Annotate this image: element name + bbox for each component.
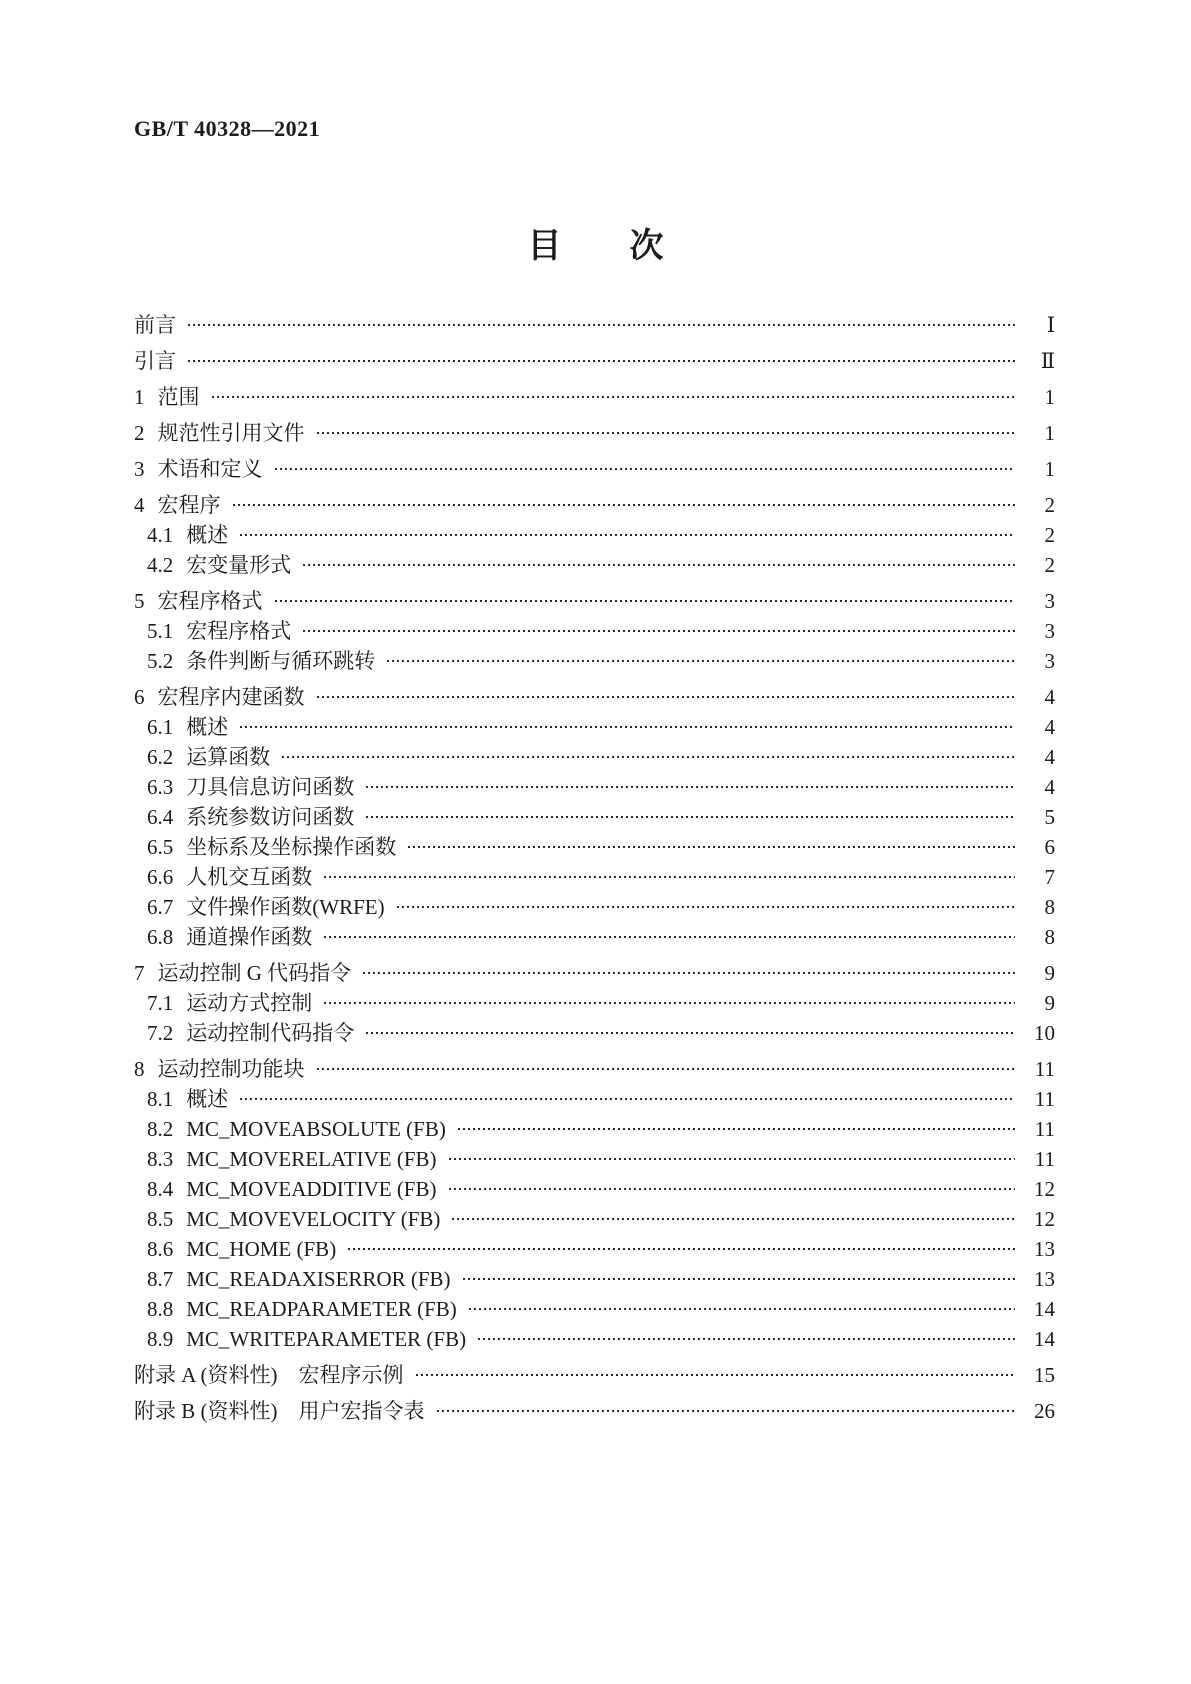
toc-entry-label: 概述 [186, 523, 229, 547]
dot-leader [240, 534, 1015, 536]
dot-leader [437, 1410, 1016, 1412]
toc-entry-page: Ⅱ [1040, 349, 1055, 373]
dot-leader [324, 876, 1015, 878]
dot-leader [478, 1338, 1015, 1340]
toc-entry-number: 8.5 [147, 1207, 174, 1231]
toc-entry-label: MC_WRITEPARAMETER (FB) [186, 1327, 467, 1351]
dot-leader [366, 816, 1015, 818]
toc-entry-page: 9 [1044, 991, 1055, 1015]
toc-entry-label: 术语和定义 [157, 457, 263, 481]
toc-entry [134, 1294, 1055, 1324]
toc-entry-label: 文件操作函数(WRFE) [186, 895, 385, 919]
toc-entry [134, 1360, 1055, 1390]
toc-entry-page: 15 [1034, 1363, 1055, 1387]
page-title: 目 次 [527, 228, 664, 265]
toc-entry-page: 3 [1044, 649, 1055, 673]
toc-entry [134, 802, 1055, 832]
toc-entry [134, 1144, 1055, 1174]
toc-entry-label: 系统参数访问函数 [186, 805, 355, 829]
dot-leader [458, 1128, 1015, 1130]
toc-entry-page: 6 [1044, 835, 1055, 859]
dot-leader [348, 1248, 1015, 1250]
toc-entry [134, 454, 1055, 484]
toc-entry [134, 646, 1055, 676]
toc-entry-number: 6.2 [147, 745, 174, 769]
dot-leader [212, 396, 1016, 398]
toc-entry-label: 宏程序 [157, 493, 221, 517]
toc-entry-label: 前言 [134, 313, 176, 337]
toc-entry-page: 1 [1044, 385, 1055, 409]
toc-entry-number: 8.1 [147, 1087, 174, 1111]
toc-entry [134, 520, 1055, 550]
dot-leader [408, 846, 1015, 848]
toc-entry-label: 概述 [186, 1087, 229, 1111]
dot-leader [240, 726, 1015, 728]
dot-leader [317, 696, 1016, 698]
toc-entry-page: 11 [1034, 1087, 1055, 1111]
toc-entry-label: MC_MOVEVELOCITY (FB) [186, 1207, 441, 1231]
toc-entry-label: MC_READPARAMETER (FB) [186, 1297, 457, 1321]
toc-entry [134, 1114, 1055, 1144]
toc-entry [134, 382, 1055, 412]
toc-entry-number: 5.1 [147, 619, 174, 643]
toc-entry-page: 2 [1044, 553, 1055, 577]
toc-entry-number: 3 [134, 457, 145, 481]
toc-entry-page: 7 [1044, 865, 1055, 889]
toc-entry [134, 310, 1055, 340]
toc-entry-label: MC_MOVERELATIVE (FB) [186, 1147, 437, 1171]
toc-entry-page: 11 [1034, 1117, 1055, 1141]
toc-entry-page: 13 [1034, 1237, 1055, 1261]
toc-entry [134, 892, 1055, 922]
toc-entry-label: 坐标系及坐标操作函数 [186, 835, 397, 859]
toc-entry-page: 26 [1034, 1399, 1055, 1423]
dot-leader [324, 936, 1015, 938]
toc-entry-label: 运动控制 G 代码指令 [157, 961, 352, 985]
toc-entry-number: 7.1 [147, 991, 174, 1015]
dot-leader [317, 432, 1016, 434]
toc-entry-number: 4.2 [147, 553, 174, 577]
toc-entry-number: 6.3 [147, 775, 174, 799]
toc-entry-number: 5.2 [147, 649, 174, 673]
dot-leader [449, 1188, 1016, 1190]
toc-entry-number: 6 [134, 685, 145, 709]
toc-entry-page: 12 [1034, 1207, 1055, 1231]
dot-leader [275, 600, 1016, 602]
toc-entry-label: 概述 [186, 715, 229, 739]
toc-entry-page: 9 [1044, 961, 1055, 985]
dot-leader [188, 324, 1015, 326]
toc-entry-number: 6.4 [147, 805, 174, 829]
toc-entry-number: 8.4 [147, 1177, 174, 1201]
toc-entry [134, 1264, 1055, 1294]
toc-entry [134, 988, 1055, 1018]
toc-entry [134, 1324, 1055, 1354]
toc-entry-page: 1 [1044, 457, 1055, 481]
dot-leader [303, 564, 1015, 566]
dot-leader [469, 1308, 1015, 1310]
toc-entry-label: 引言 [134, 349, 176, 373]
toc-entry-page: 13 [1034, 1267, 1055, 1291]
dot-leader [317, 1068, 1016, 1070]
toc-entry-number: 1 [134, 385, 145, 409]
toc-entry-number: 6.6 [147, 865, 174, 889]
toc-entry-label: 规范性引用文件 [157, 421, 305, 445]
toc-entry-number: 8.3 [147, 1147, 174, 1171]
dot-leader [275, 468, 1016, 470]
dot-leader [463, 1278, 1015, 1280]
toc-entry-page: 2 [1044, 493, 1055, 517]
toc-entry-number: 8.8 [147, 1297, 174, 1321]
toc-entry-page: 4 [1044, 745, 1055, 769]
toc-entry [134, 1234, 1055, 1264]
toc-entry-page: 11 [1034, 1057, 1055, 1081]
toc-entry-number: 8.7 [147, 1267, 174, 1291]
dot-leader [363, 972, 1015, 974]
toc-entry [134, 862, 1055, 892]
toc-entry [134, 832, 1055, 862]
toc-entry [134, 1174, 1055, 1204]
toc-entry-number: 8.9 [147, 1327, 174, 1351]
toc-entry [134, 1084, 1055, 1114]
toc-entry-number: 8 [134, 1057, 145, 1081]
toc-entry-number: 5 [134, 589, 145, 613]
toc-entry [134, 742, 1055, 772]
toc-entry-number: 6.1 [147, 715, 174, 739]
toc-entry-page: 4 [1044, 715, 1055, 739]
toc-entry-number: 4.1 [147, 523, 174, 547]
toc-entry-label: 范围 [157, 385, 200, 409]
toc-entry-label: 宏程序内建函数 [157, 685, 305, 709]
dot-leader [452, 1218, 1015, 1220]
toc-entry-label: 运动控制代码指令 [186, 1021, 355, 1045]
toc-entry-number: 8.6 [147, 1237, 174, 1261]
dot-leader [188, 360, 1015, 362]
toc-entry-page: 2 [1044, 523, 1055, 547]
toc-entry [134, 1396, 1055, 1426]
toc-entry [134, 958, 1055, 988]
dot-leader [366, 1032, 1015, 1034]
toc-entry-page: 10 [1034, 1021, 1055, 1045]
toc-entry [134, 418, 1055, 448]
toc-entry [134, 1054, 1055, 1084]
toc-entry-label: 运算函数 [186, 745, 271, 769]
toc-entry [134, 346, 1055, 376]
toc-entry [134, 682, 1055, 712]
toc-entry [134, 712, 1055, 742]
toc-entry-page: 14 [1034, 1327, 1055, 1351]
toc-entry-label: 宏变量形式 [186, 553, 292, 577]
toc-entry-number: 6.5 [147, 835, 174, 859]
toc-entry-page: 3 [1044, 619, 1055, 643]
toc-entry-number: 7 [134, 961, 145, 985]
toc-entry-page: 4 [1044, 685, 1055, 709]
dot-leader [324, 1002, 1015, 1004]
toc-entry-page: 14 [1034, 1297, 1055, 1321]
toc-entry [134, 550, 1055, 580]
dot-leader [416, 1374, 1016, 1376]
toc-entry-label: 附录 B (资料性) 用户宏指令表 [134, 1399, 425, 1423]
toc-entry-number: 6.8 [147, 925, 174, 949]
dot-leader [397, 906, 1015, 908]
toc-entry-label: 通道操作函数 [186, 925, 313, 949]
toc-entry [134, 1204, 1055, 1234]
toc-entry [134, 1018, 1055, 1048]
dot-leader [303, 630, 1015, 632]
toc-entry-page: 11 [1034, 1147, 1055, 1171]
toc-entry-label: 条件判断与循环跳转 [186, 649, 376, 673]
toc-entry-page: 12 [1034, 1177, 1055, 1201]
doc-number: GB/T 40328—2021 [134, 116, 321, 141]
toc-entry [134, 616, 1055, 646]
toc-entry-page: 8 [1044, 895, 1055, 919]
toc-entry-label: 附录 A (资料性) 宏程序示例 [134, 1363, 404, 1387]
toc-entry-label: 运动控制功能块 [157, 1057, 305, 1081]
toc-entry-page: 5 [1044, 805, 1055, 829]
toc-entry-label: 刀具信息访问函数 [186, 775, 355, 799]
toc-entry [134, 922, 1055, 952]
toc-entry-number: 7.2 [147, 1021, 174, 1045]
toc-entry [134, 772, 1055, 802]
toc-entry [134, 490, 1055, 520]
toc-entry-label: 宏程序格式 [157, 589, 263, 613]
dot-leader [233, 504, 1016, 506]
toc-entry-page: 4 [1044, 775, 1055, 799]
toc-entry-label: 运动方式控制 [186, 991, 313, 1015]
toc-entry-label: MC_READAXISERROR (FB) [186, 1267, 451, 1291]
toc-entry-number: 4 [134, 493, 145, 517]
toc-entry [134, 586, 1055, 616]
toc-entry-page: 3 [1044, 589, 1055, 613]
toc-entry-number: 2 [134, 421, 145, 445]
dot-leader [387, 660, 1015, 662]
toc-entry-label: MC_MOVEABSOLUTE (FB) [186, 1117, 446, 1141]
toc-entry-number: 8.2 [147, 1117, 174, 1141]
dot-leader [282, 756, 1015, 758]
toc-entry-label: 宏程序格式 [186, 619, 292, 643]
dot-leader [366, 786, 1015, 788]
dot-leader [240, 1098, 1015, 1100]
toc-entry-label: 人机交互函数 [186, 865, 313, 889]
toc-entry-page: 8 [1044, 925, 1055, 949]
toc-entry-label: MC_HOME (FB) [186, 1237, 337, 1261]
dot-leader [449, 1158, 1016, 1160]
toc-list [134, 304, 1055, 1426]
toc-entry-page: 1 [1044, 421, 1055, 445]
toc-entry-label: MC_MOVEADDITIVE (FB) [186, 1177, 437, 1201]
toc-entry-page: Ⅰ [1046, 313, 1055, 337]
toc-entry-number: 6.7 [147, 895, 174, 919]
